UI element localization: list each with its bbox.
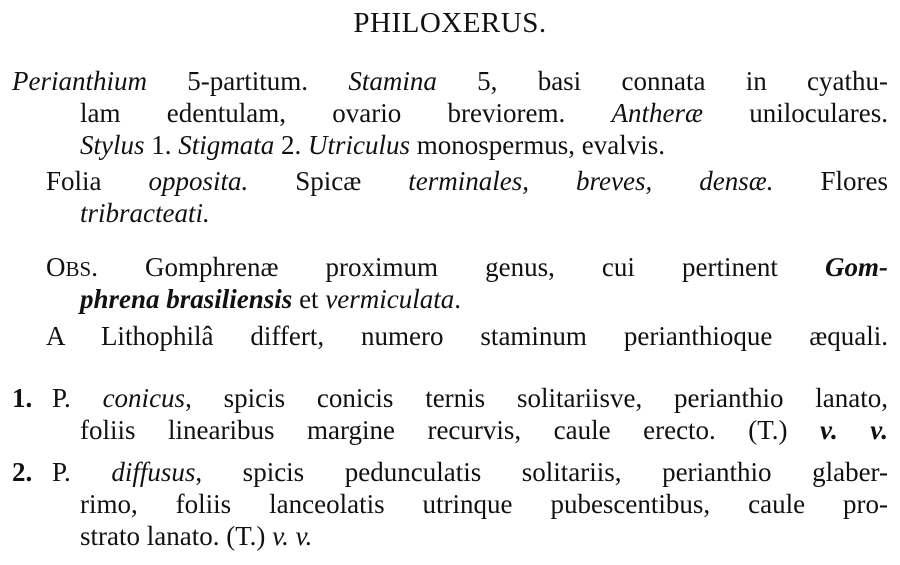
description-line-3 (80, 130, 665, 160)
italic-run: tribracteati. (80, 198, 210, 228)
text-run: P. (52, 457, 112, 487)
observation-line-1: OBS. Gomphrenæ proximum genus, cui pertinent Gom- (46, 252, 888, 282)
genus-title: PHILOXERUS. (353, 7, 547, 39)
observation-line-3: A Lithophilâ differt, numero staminum perianthioque æquali. (46, 321, 888, 351)
species-2-line-1 (52, 457, 888, 487)
italic-run: Antheræ (611, 98, 703, 128)
italic-run: Utriculus (308, 130, 411, 160)
italic-run: Perianthium (12, 66, 147, 96)
text-run: P. (52, 383, 103, 413)
text-run: strato lanato. (T.) (80, 521, 273, 551)
species-2-line-3 (80, 521, 312, 551)
italic-run: conicus (102, 383, 186, 413)
description-line-4 (46, 166, 888, 196)
italic-run: terminales, breves, densæ. (408, 166, 774, 196)
text-run: rimo, foliis lanceolatis utrinque pubescentibus, caule pro- (80, 489, 888, 519)
text-run: , spicis pedunculatis solitariis, perianthio glaber- (195, 457, 888, 487)
text-run: , spicis conicis ternis solitariisve, perianthio lanato, (185, 383, 888, 413)
italic-run: opposita. (148, 166, 249, 196)
description-line-2 (80, 98, 888, 128)
italic-run: Stigmata (178, 130, 275, 160)
text-run: uniloculares. (703, 98, 888, 128)
obs-label: OBS (46, 252, 92, 282)
species-number-2: 2. (12, 457, 33, 487)
text-run: 1. (144, 130, 179, 160)
text-run: 5-partitum. (147, 66, 349, 96)
italic-run: Stamina (348, 66, 437, 96)
species-2-line-2 (80, 489, 888, 519)
italic-run: v. v. (272, 521, 313, 551)
text-run: 2. (274, 130, 309, 160)
species-1-line-1 (52, 383, 888, 413)
text-run: lam edentulam, ovario breviorem. (80, 98, 612, 128)
text-run: Folia (46, 166, 149, 196)
text-run: Flores (773, 166, 888, 196)
text-run: foliis linearibus margine recurvis, caule erecto. (T.) (80, 415, 821, 445)
italic-run: Stylus (80, 130, 145, 160)
italic-run: v. v. (820, 415, 888, 445)
observation-line-2: phrena brasiliensis et vermiculata. (80, 284, 462, 314)
description-line-1 (12, 66, 888, 96)
text-run: monospermus, evalvis. (410, 130, 666, 160)
description-line-5 (80, 198, 210, 228)
species-number-1: 1. (12, 383, 33, 413)
text-run: 5, basi connata in cyathu- (436, 66, 888, 96)
text-run: Spicæ (248, 166, 409, 196)
species-1-line-2 (80, 415, 888, 445)
italic-run: diffusus (111, 457, 196, 487)
